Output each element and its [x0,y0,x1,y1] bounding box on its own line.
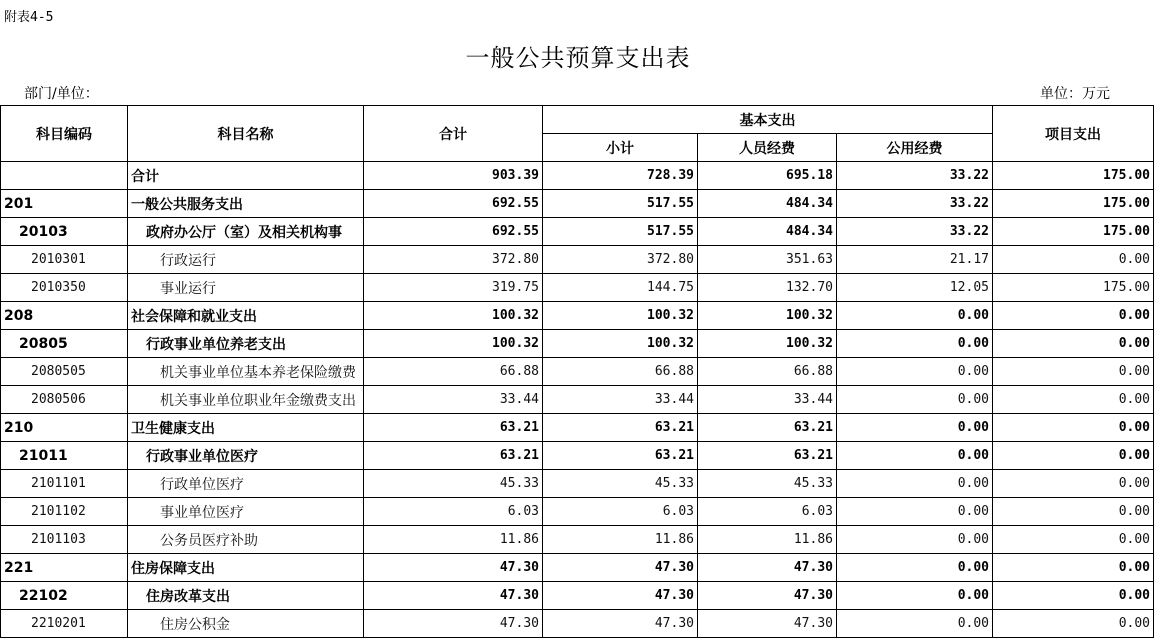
cell-code: 22102 [1,582,128,610]
cell-code: 21011 [1,442,128,470]
cell-subtotal: 47.30 [543,582,698,610]
cell-total: 692.55 [364,190,543,218]
cell-public: 0.00 [837,302,993,330]
cell-project: 0.00 [993,386,1154,414]
cell-project: 0.00 [993,442,1154,470]
cell-name: 政府办公厅（室）及相关机构事 [128,218,364,246]
cell-project: 0.00 [993,498,1154,526]
cell-subtotal: 45.33 [543,470,698,498]
cell-public: 0.00 [837,526,993,554]
cell-total: 372.80 [364,246,543,274]
cell-personnel: 132.70 [698,274,837,302]
cell-code: 2101102 [1,498,128,526]
cell-personnel: 100.32 [698,302,837,330]
cell-public: 0.00 [837,386,993,414]
cell-total: 47.30 [364,554,543,582]
cell-public: 0.00 [837,414,993,442]
cell-code: 210 [1,414,128,442]
table-row [1,218,1154,246]
table-row [1,526,1154,554]
table-row [1,162,1154,190]
cell-subtotal: 47.30 [543,610,698,638]
cell-name: 行政运行 [128,246,364,274]
cell-personnel: 6.03 [698,498,837,526]
cell-total: 66.88 [364,358,543,386]
cell-name: 行政单位医疗 [128,470,364,498]
header-public: 公用经费 [837,134,993,162]
cell-name: 事业运行 [128,274,364,302]
cell-personnel: 11.86 [698,526,837,554]
cell-name: 事业单位医疗 [128,498,364,526]
cell-personnel: 47.30 [698,582,837,610]
cell-subtotal: 517.55 [543,190,698,218]
cell-public: 33.22 [837,162,993,190]
cell-name: 住房改革支出 [128,582,364,610]
cell-personnel: 484.34 [698,190,837,218]
cell-code: 2101103 [1,526,128,554]
cell-total: 45.33 [364,470,543,498]
table-row [1,582,1154,610]
table-row [1,386,1154,414]
cell-public: 0.00 [837,358,993,386]
cell-subtotal: 66.88 [543,358,698,386]
cell-public: 21.17 [837,246,993,274]
header-total: 合计 [364,106,543,162]
cell-subtotal: 100.32 [543,302,698,330]
cell-code: 20805 [1,330,128,358]
cell-subtotal: 11.86 [543,526,698,554]
cell-code: 2080505 [1,358,128,386]
cell-personnel: 33.44 [698,386,837,414]
department-label: 部门/单位： [24,86,99,102]
table-row [1,302,1154,330]
header-project: 项目支出 [993,106,1154,162]
cell-personnel: 63.21 [698,442,837,470]
table-row [1,246,1154,274]
cell-name: 社会保障和就业支出 [128,302,364,330]
cell-code: 2010301 [1,246,128,274]
table-body [1,162,1154,638]
page-title: 一般公共预算支出表 [465,44,691,72]
cell-public: 12.05 [837,274,993,302]
cell-public: 0.00 [837,330,993,358]
cell-total: 100.32 [364,302,543,330]
header-code: 科目编码 [1,106,128,162]
cell-name: 卫生健康支出 [128,414,364,442]
cell-name: 行政事业单位养老支出 [128,330,364,358]
cell-project: 0.00 [993,610,1154,638]
cell-project: 175.00 [993,274,1154,302]
cell-personnel: 484.34 [698,218,837,246]
expenditure-table [0,105,1154,638]
table-row [1,610,1154,638]
cell-total: 100.32 [364,330,543,358]
header-personnel: 人员经费 [698,134,837,162]
cell-name: 住房公积金 [128,610,364,638]
cell-code: 208 [1,302,128,330]
header-subtotal: 小计 [543,134,698,162]
cell-project: 175.00 [993,162,1154,190]
cell-public: 0.00 [837,610,993,638]
cell-total: 692.55 [364,218,543,246]
cell-total: 47.30 [364,610,543,638]
table-row [1,554,1154,582]
cell-personnel: 45.33 [698,470,837,498]
table-row [1,358,1154,386]
cell-personnel: 63.21 [698,414,837,442]
table-header-row [1,106,1154,134]
cell-code [1,162,128,190]
cell-subtotal: 100.32 [543,330,698,358]
header-basic: 基本支出 [543,106,993,134]
cell-public: 0.00 [837,554,993,582]
cell-project: 175.00 [993,218,1154,246]
cell-subtotal: 63.21 [543,442,698,470]
header-name: 科目名称 [128,106,364,162]
cell-personnel: 100.32 [698,330,837,358]
cell-project: 0.00 [993,330,1154,358]
cell-code: 201 [1,190,128,218]
cell-total: 33.44 [364,386,543,414]
cell-name: 一般公共服务支出 [128,190,364,218]
cell-subtotal: 47.30 [543,554,698,582]
cell-code: 2010350 [1,274,128,302]
cell-public: 33.22 [837,218,993,246]
cell-public: 0.00 [837,498,993,526]
cell-subtotal: 63.21 [543,414,698,442]
cell-personnel: 695.18 [698,162,837,190]
cell-code: 20103 [1,218,128,246]
cell-name: 机关事业单位职业年金缴费支出 [128,386,364,414]
cell-name: 公务员医疗补助 [128,526,364,554]
cell-name: 行政事业单位医疗 [128,442,364,470]
cell-project: 0.00 [993,554,1154,582]
cell-code: 221 [1,554,128,582]
cell-subtotal: 372.80 [543,246,698,274]
cell-personnel: 47.30 [698,610,837,638]
cell-subtotal: 728.39 [543,162,698,190]
cell-personnel: 66.88 [698,358,837,386]
table-row [1,442,1154,470]
cell-project: 0.00 [993,470,1154,498]
unit-label: 单位：万元 [1040,86,1110,102]
cell-code: 2101101 [1,470,128,498]
cell-total: 63.21 [364,442,543,470]
cell-project: 175.00 [993,190,1154,218]
cell-total: 11.86 [364,526,543,554]
annex-label: 附表4-5 [4,10,54,25]
table-row [1,190,1154,218]
cell-personnel: 47.30 [698,554,837,582]
cell-total: 63.21 [364,414,543,442]
cell-project: 0.00 [993,246,1154,274]
cell-public: 0.00 [837,470,993,498]
table-row [1,414,1154,442]
table-row [1,498,1154,526]
cell-subtotal: 33.44 [543,386,698,414]
cell-subtotal: 144.75 [543,274,698,302]
table-row [1,330,1154,358]
cell-name: 住房保障支出 [128,554,364,582]
table-row [1,470,1154,498]
cell-name: 机关事业单位基本养老保险缴费 [128,358,364,386]
cell-name: 合计 [128,162,364,190]
table-row [1,274,1154,302]
cell-project: 0.00 [993,526,1154,554]
cell-total: 319.75 [364,274,543,302]
cell-project: 0.00 [993,302,1154,330]
cell-total: 903.39 [364,162,543,190]
cell-public: 0.00 [837,582,993,610]
cell-personnel: 351.63 [698,246,837,274]
cell-project: 0.00 [993,358,1154,386]
cell-public: 0.00 [837,442,993,470]
cell-public: 33.22 [837,190,993,218]
cell-code: 2080506 [1,386,128,414]
cell-project: 0.00 [993,582,1154,610]
cell-subtotal: 6.03 [543,498,698,526]
cell-code: 2210201 [1,610,128,638]
cell-project: 0.00 [993,414,1154,442]
cell-total: 47.30 [364,582,543,610]
cell-subtotal: 517.55 [543,218,698,246]
cell-total: 6.03 [364,498,543,526]
